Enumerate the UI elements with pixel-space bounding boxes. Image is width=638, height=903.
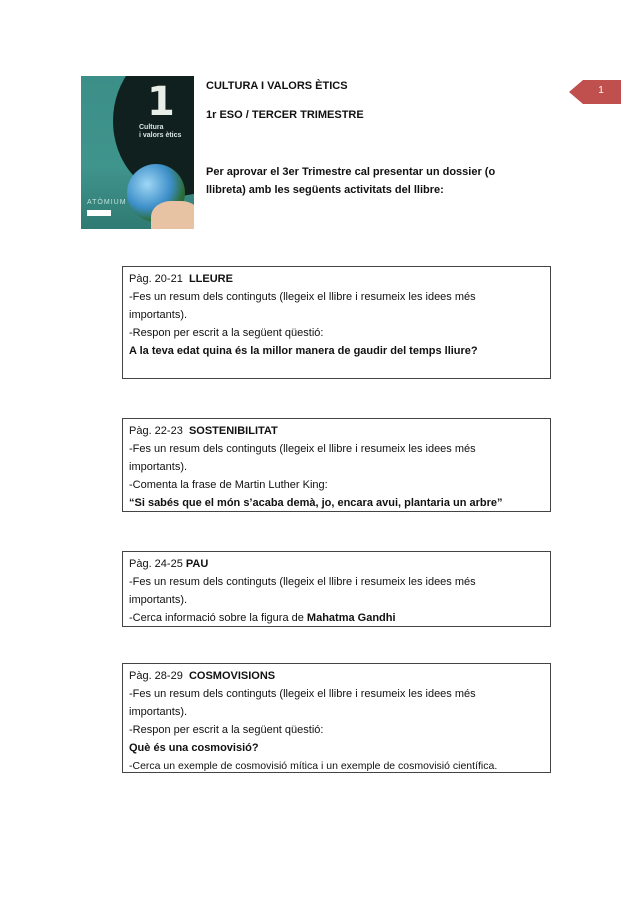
activity-question: Què és una cosmovisió? xyxy=(129,742,259,754)
activity-line: -Fes un resum dels continguts (llegeix el llibre i resumeix les idees més xyxy=(129,688,476,700)
activity-final-line: -Cerca un exemple de cosmovisió mítica i un exemple de cosmovisió científica. xyxy=(129,760,498,772)
book-cover xyxy=(81,76,194,229)
cover-brand: ATÒMIUM xyxy=(87,199,127,206)
activity-line: -Fes un resum dels continguts (llegeix el llibre i resumeix les idees més xyxy=(129,291,476,303)
activity-topic: COSMOVISIONS xyxy=(188,670,276,682)
activity-line: importants). xyxy=(129,461,188,473)
activity-line: importants). xyxy=(129,309,188,321)
activity-pages: Pàg. 20-21 xyxy=(129,273,183,285)
cover-title-line2: i valors ètics xyxy=(139,132,182,139)
subject-title: CULTURA I VALORS ÈTICS xyxy=(206,80,348,92)
activity-heading xyxy=(129,422,544,440)
page-number-tab xyxy=(569,80,621,104)
activity-line: importants). xyxy=(129,706,188,718)
cover-title xyxy=(139,124,181,140)
gandhi-name: Mahatma Gandhi xyxy=(306,612,396,624)
activity-heading xyxy=(129,555,544,573)
activity-line: -Respon per escrit a la següent qüestió: xyxy=(129,724,324,736)
activity-question: A la teva edat quina és la millor manera de gaudir del temps lliure? xyxy=(129,345,478,357)
activity-pages: Pàg. 24-25 xyxy=(129,558,183,570)
activity-line: -Fes un resum dels continguts (llegeix el llibre i resumeix les idees més xyxy=(129,576,476,588)
activity-line: -Comenta la frase de Martin Luther King: xyxy=(129,479,328,491)
activity-line: importants). xyxy=(129,594,188,606)
intro-text: Per aprovar el 3er Trimestre cal presentar un dossier (o llibreta) amb les següents activitats del llibre: xyxy=(206,166,496,196)
cover-title-line1: Cultura xyxy=(139,124,164,131)
activity-box-sustainability xyxy=(122,418,551,512)
hand-image xyxy=(151,201,194,229)
activity-pages: Pàg. 28-29 xyxy=(129,670,183,682)
activity-topic: SOSTENIBILITAT xyxy=(188,425,278,437)
activity-line: -Respon per escrit a la següent qüestió: xyxy=(129,327,324,339)
activity-box-peace xyxy=(122,551,551,627)
activity-quote: “Si sabés que el món s’acaba demà, jo, encara avui, plantaria un arbre” xyxy=(129,497,503,509)
page-number: 1 xyxy=(598,85,604,96)
cover-number: 1 xyxy=(147,79,175,125)
activity-line xyxy=(129,609,544,627)
activity-topic: LLEURE xyxy=(188,273,233,285)
activity-box-worldviews xyxy=(122,663,551,773)
activity-topic: PAU xyxy=(185,558,209,570)
activity-heading xyxy=(129,270,544,288)
activity-heading xyxy=(129,667,544,685)
publisher-logo xyxy=(87,210,111,216)
activity-box-leisure xyxy=(122,266,551,379)
course-title: 1r ESO / TERCER TRIMESTRE xyxy=(206,109,364,121)
activity-line: -Fes un resum dels continguts (llegeix el llibre i resumeix les idees més xyxy=(129,443,476,455)
activity-line-prefix: -Cerca informació sobre la figura de xyxy=(129,612,307,624)
activity-pages: Pàg. 22-23 xyxy=(129,425,183,437)
